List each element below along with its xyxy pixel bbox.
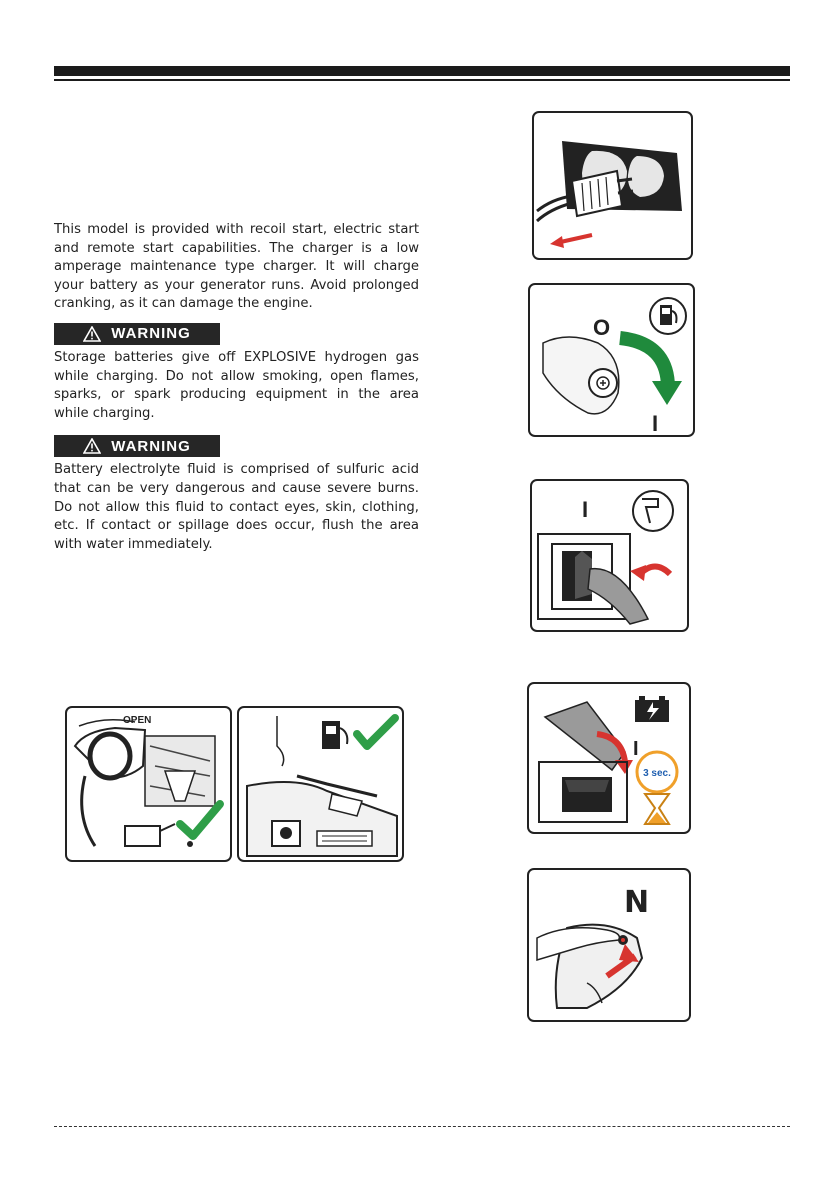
open-label: OPEN	[123, 715, 152, 726]
remote-start-illustration	[527, 868, 691, 1022]
footer-rule	[54, 1126, 790, 1127]
intro-paragraph: This model is provided with recoil start, electric start and remote start capabilities. The charger is a low amperage maintenance type charger. It will charge your battery as your generator runs. Avoid prolonged cranking, as it can damage the engine.	[54, 222, 419, 312]
warning-triangle-icon	[83, 438, 101, 454]
warning-label: WARNING	[111, 325, 191, 343]
text-column	[54, 221, 419, 554]
unplug-illustration	[532, 111, 693, 260]
off-label: O	[593, 315, 611, 340]
timer-label: 3 sec.	[643, 768, 671, 779]
warning-triangle-icon	[83, 326, 101, 342]
header-rule-thin	[54, 79, 790, 81]
on-label: I	[582, 497, 589, 522]
recoil-start-icon	[633, 491, 673, 531]
warning-banner-2	[54, 435, 220, 457]
neutral-label: N	[624, 885, 650, 920]
header-rule-thick	[54, 66, 790, 76]
fuel-check-illustration	[237, 706, 404, 862]
warning-label: WARNING	[111, 437, 191, 455]
warning-text-1: Storage batteries give off EXPLOSIVE hydrogen gas while charging. Do not allow smoking, open flames, sparks, or spark producing equipment in the area while charging.	[54, 349, 419, 421]
oil-check-illustration	[65, 706, 232, 862]
warning-text-2: Battery electrolyte fluid is comprised of sulfuric acid that can be very dangerous and cause severe burns. Do not allow this fluid to contact eyes, skin, clothing, etc. If contact or spillage does occur, flush the area with water immediately.	[54, 462, 419, 552]
fuel-pump-icon	[322, 721, 340, 749]
on-label: I	[652, 411, 659, 436]
fuel-valve-illustration	[528, 283, 695, 437]
on-label: I	[633, 738, 639, 760]
warning-banner-1	[54, 323, 220, 345]
start-switch-illustration	[530, 479, 689, 632]
electric-start-illustration	[527, 682, 691, 834]
